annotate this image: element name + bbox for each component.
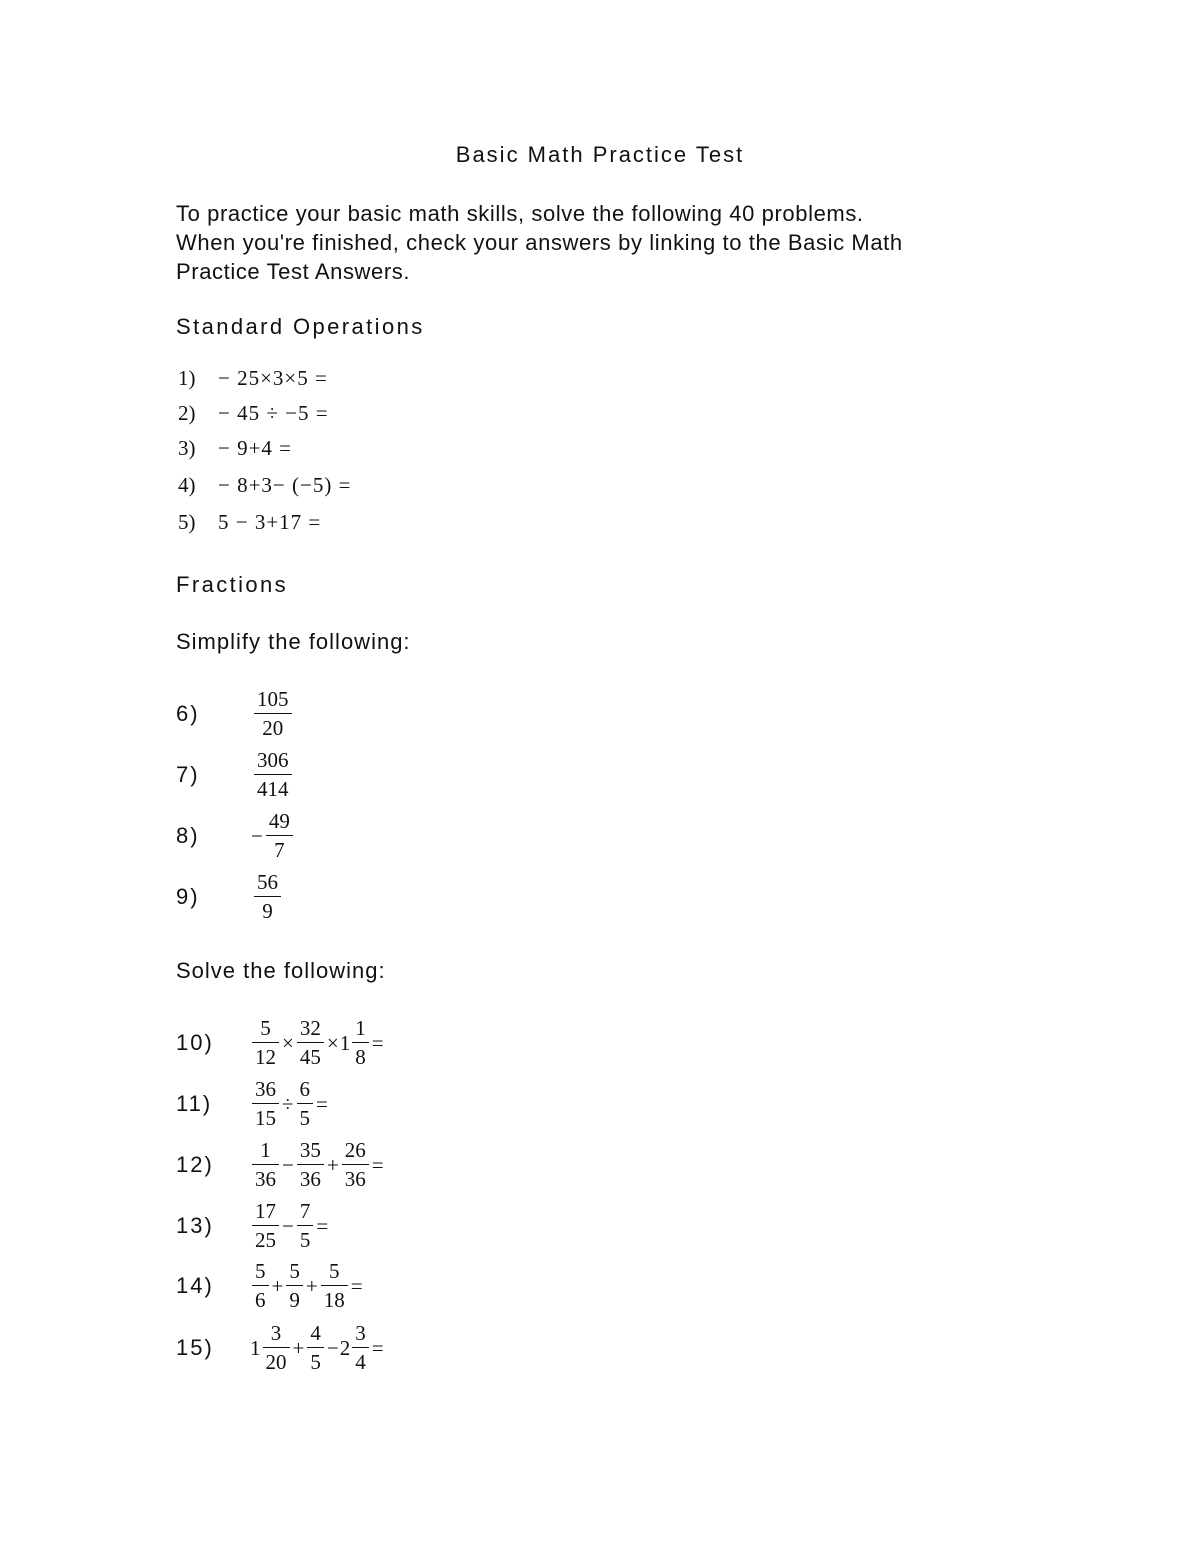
- problem-number: 15): [176, 1335, 214, 1360]
- numerator: 17: [255, 1198, 276, 1223]
- operator: −: [326, 1335, 339, 1360]
- denominator: 5: [310, 1349, 321, 1374]
- problem-expression: [250, 1137, 385, 1194]
- numerator: 4: [310, 1320, 321, 1345]
- problem-14: [176, 1256, 364, 1316]
- whole-number: 1: [250, 1335, 261, 1360]
- denominator: 414: [257, 776, 289, 801]
- fraction: [297, 1198, 314, 1255]
- denominator: 9: [289, 1287, 300, 1312]
- operator: +: [326, 1152, 339, 1177]
- problem-1: [178, 366, 328, 396]
- problem-expression: [250, 686, 294, 743]
- operator: −: [282, 1152, 294, 1177]
- fraction: [252, 1198, 279, 1255]
- operator: +: [305, 1273, 318, 1298]
- problem-number: 5): [178, 510, 196, 534]
- numerator: 32: [299, 1015, 321, 1040]
- intro-paragraph: [176, 199, 1056, 286]
- fraction: [254, 747, 292, 804]
- numerator: 306: [257, 747, 289, 772]
- whole-number: 1: [339, 1030, 351, 1055]
- operator: ×: [282, 1030, 294, 1055]
- problem-number: 1): [178, 366, 196, 390]
- numerator: 5: [260, 1015, 271, 1040]
- page-title: Basic Math Practice Test: [455, 142, 745, 167]
- numerator: 105: [257, 686, 289, 711]
- whole-number: 2: [339, 1335, 351, 1360]
- simplify-label: Simplify the following:: [176, 629, 411, 654]
- fraction: [263, 1320, 290, 1377]
- numerator: 3: [355, 1320, 366, 1345]
- intro-line-2: When you're finished, check your answers by linking to the Basic Math: [176, 230, 903, 255]
- numerator: 56: [257, 869, 278, 894]
- section-heading-fractions: Fractions: [176, 572, 289, 597]
- problem-number: 12): [176, 1152, 214, 1177]
- problem-number: 11): [176, 1091, 213, 1116]
- numerator: 49: [268, 808, 290, 833]
- problem-expression: [250, 1320, 385, 1377]
- problem-9: [176, 867, 283, 927]
- denominator: 7: [274, 837, 285, 862]
- operator: =: [371, 1335, 384, 1360]
- denominator: 36: [255, 1166, 276, 1191]
- problem-expression: [250, 1076, 329, 1133]
- denominator: 15: [255, 1105, 276, 1130]
- problem-11: [176, 1074, 329, 1134]
- denominator: 45: [299, 1044, 321, 1069]
- fraction: [297, 1015, 324, 1072]
- problem-5: [178, 510, 321, 540]
- numerator: 6: [299, 1076, 311, 1101]
- operator: =: [350, 1273, 363, 1298]
- operator: ÷: [282, 1091, 294, 1116]
- fraction: [252, 1015, 279, 1072]
- denominator: 5: [299, 1105, 311, 1130]
- operator: =: [316, 1091, 328, 1116]
- denominator: 12: [255, 1044, 276, 1069]
- denominator: 36: [344, 1166, 366, 1191]
- problem-6: [176, 684, 294, 744]
- problem-2: [178, 401, 329, 431]
- problem-15: [176, 1318, 385, 1378]
- denominator: 20: [262, 715, 284, 740]
- fraction: [252, 1137, 279, 1194]
- fraction: [352, 1320, 369, 1377]
- fraction: [321, 1258, 348, 1315]
- operator: =: [371, 1152, 384, 1177]
- problem-number: 4): [178, 473, 196, 497]
- fraction: [252, 1258, 269, 1315]
- fraction: [297, 1076, 314, 1133]
- denominator: 8: [355, 1044, 366, 1069]
- operator: =: [371, 1030, 384, 1055]
- problem-number: 8): [176, 823, 200, 848]
- denominator: 9: [262, 898, 273, 923]
- problem-expression: 5 − 3+17 =: [218, 510, 322, 534]
- numerator: 35: [299, 1137, 321, 1162]
- problem-expression: [250, 747, 294, 804]
- fraction: [252, 1076, 279, 1133]
- numerator: 1: [260, 1137, 271, 1162]
- problem-number: 13): [176, 1213, 214, 1238]
- problem-number: 10): [176, 1030, 214, 1055]
- numerator: 1: [355, 1015, 366, 1040]
- fraction: [266, 808, 293, 865]
- numerator: 5: [289, 1258, 300, 1283]
- solve-label: Solve the following:: [176, 958, 386, 983]
- fraction: [254, 869, 281, 926]
- problem-number: 2): [178, 401, 196, 425]
- problem-expression: − 25×3×5 =: [218, 366, 328, 390]
- fraction: [307, 1320, 324, 1377]
- denominator: 6: [255, 1287, 266, 1312]
- problem-12: [176, 1135, 385, 1195]
- problem-expression: [250, 1015, 385, 1072]
- denominator: 25: [255, 1227, 276, 1252]
- operator: ×: [326, 1030, 339, 1055]
- problem-8: [176, 806, 295, 866]
- problem-expression: − 8+3− (−5) =: [218, 473, 352, 497]
- problem-expression: − 45 ÷ −5 =: [218, 401, 329, 425]
- numerator: 7: [299, 1198, 311, 1223]
- problem-4: [178, 473, 351, 503]
- fraction: [297, 1137, 324, 1194]
- sign: −: [251, 823, 263, 848]
- denominator: 36: [299, 1166, 321, 1191]
- problem-10: [176, 1013, 385, 1073]
- problem-number: 3): [178, 436, 196, 460]
- denominator: 20: [265, 1349, 287, 1374]
- problem-number: 9): [176, 884, 200, 909]
- operator: +: [271, 1273, 284, 1298]
- fraction: [342, 1137, 369, 1194]
- problem-3: [178, 436, 292, 466]
- problem-expression: [250, 1258, 364, 1315]
- intro-line-3: Practice Test Answers.: [176, 259, 411, 284]
- intro-line-1: To practice your basic math skills, solve the following 40 problems.: [176, 201, 864, 226]
- operator: −: [282, 1213, 294, 1238]
- section-heading-standard: Standard Operations: [176, 314, 425, 339]
- numerator: 36: [255, 1076, 276, 1101]
- problem-expression: [250, 808, 295, 865]
- denominator: 18: [323, 1287, 345, 1312]
- problem-expression: [250, 1198, 329, 1255]
- problem-expression: [250, 869, 283, 926]
- fraction: [286, 1258, 303, 1315]
- problem-number: 7): [176, 762, 200, 787]
- numerator: 26: [344, 1137, 366, 1162]
- operator: +: [292, 1335, 305, 1360]
- denominator: 4: [355, 1349, 366, 1374]
- numerator: 3: [270, 1320, 282, 1345]
- numerator: 5: [328, 1258, 340, 1283]
- problem-13: [176, 1196, 329, 1256]
- problem-7: [176, 745, 294, 805]
- fraction: [352, 1015, 369, 1072]
- denominator: 5: [299, 1227, 311, 1252]
- operator: =: [316, 1213, 329, 1238]
- problem-number: 14): [176, 1273, 214, 1298]
- numerator: 5: [255, 1258, 266, 1283]
- fraction: [254, 686, 292, 743]
- problem-number: 6): [176, 701, 200, 726]
- problem-expression: − 9+4 =: [218, 436, 293, 460]
